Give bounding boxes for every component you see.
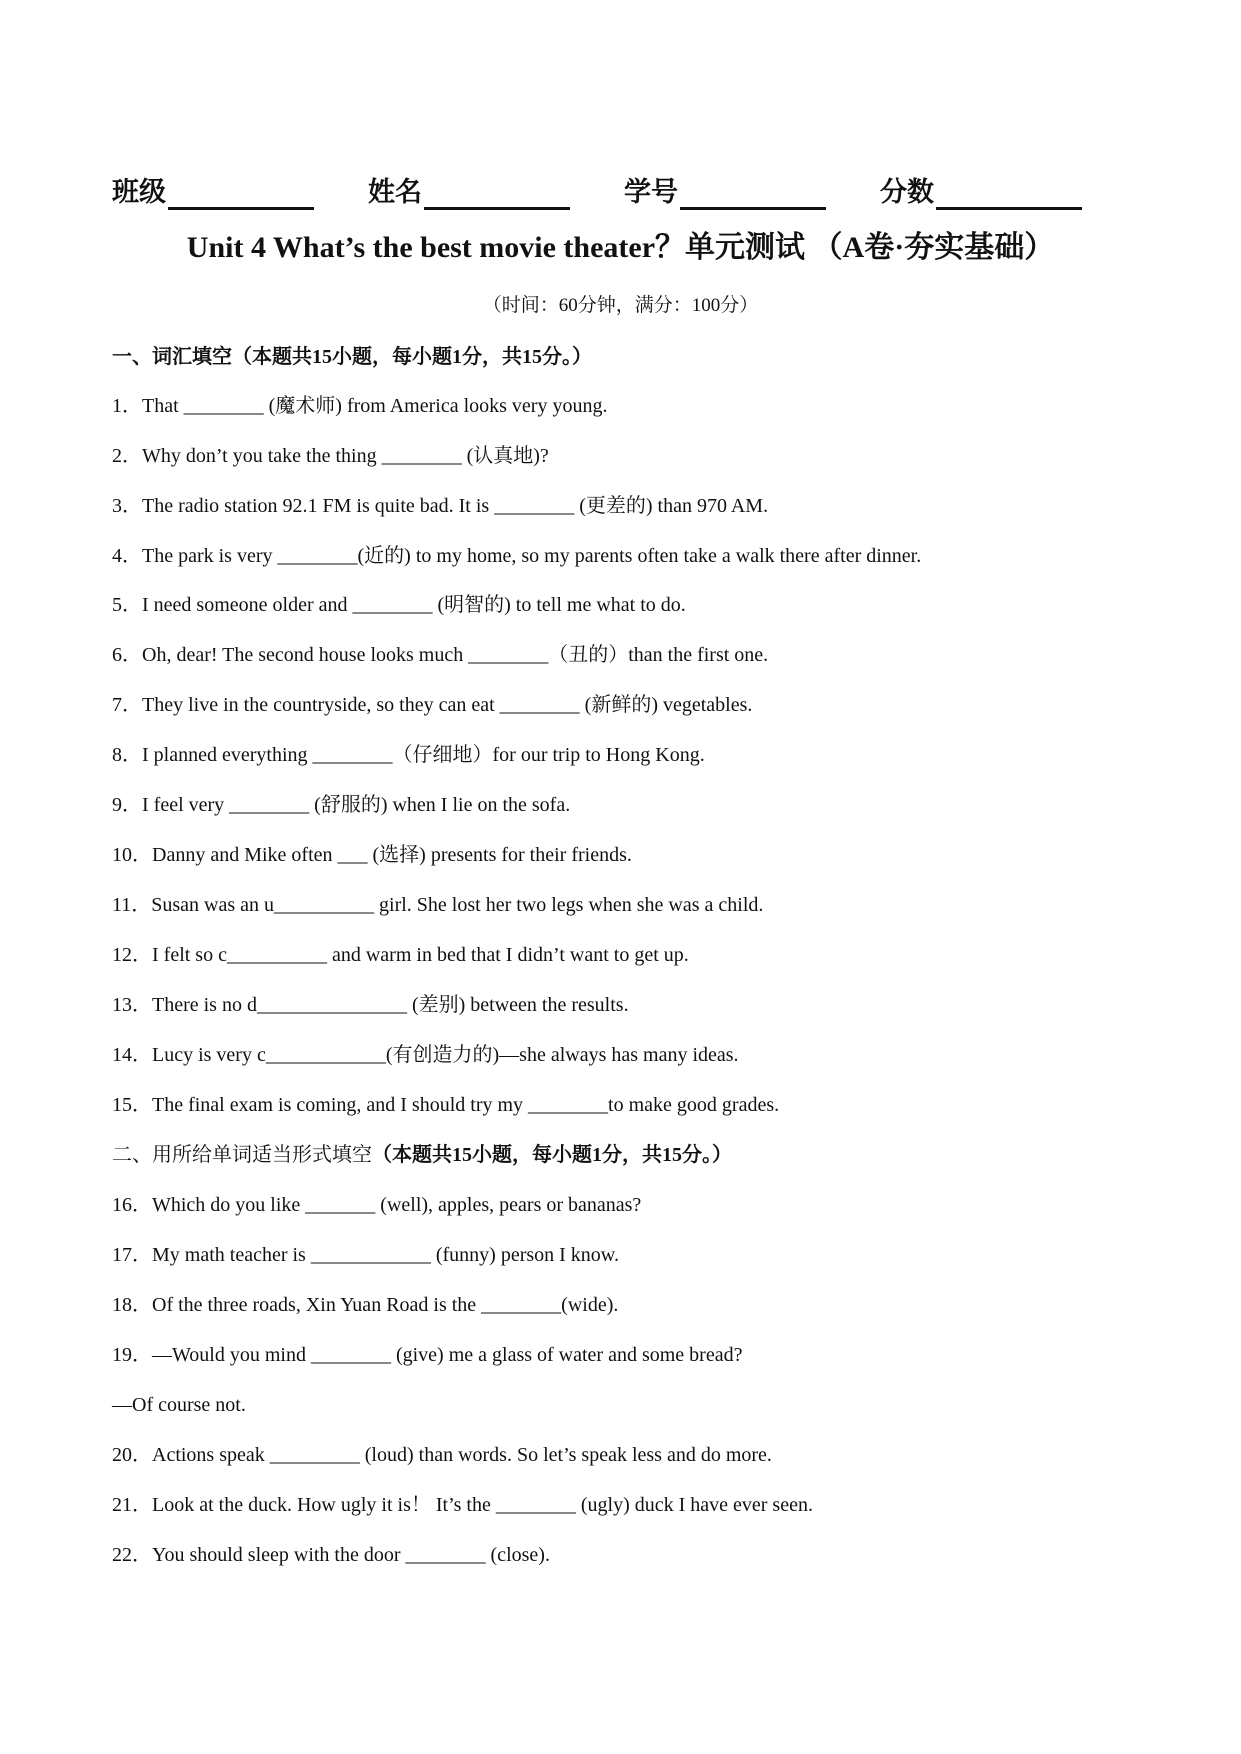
question-12: 12．I felt so c__________ and warm in bed that I didn’t want to get up. — [112, 944, 689, 966]
name-label: 姓名 — [368, 177, 422, 208]
question-8: 8．I planned everything ________（仔细地）for our trip to Hong Kong. — [112, 744, 705, 766]
student-id-blank[interactable] — [680, 177, 826, 210]
section-2-heading-scoring: （本题共15小题，每小题1分，共15分。） — [372, 1144, 732, 1166]
question-2: 2．Why don’t you take the thing ________ (认真地)? — [112, 445, 549, 467]
score-blank[interactable] — [936, 177, 1082, 210]
question-4: 4．The park is very ________(近的) to my home, so my parents often take a walk there after dinner. — [112, 545, 922, 567]
student-id-field — [624, 176, 826, 210]
question-11: 11．Susan was an u__________ girl. She lost her two legs when she was a child. — [112, 894, 764, 916]
question-7: 7．They live in the countryside, so they can eat ________ (新鲜的) vegetables. — [112, 694, 753, 716]
question-3: 3．The radio station 92.1 FM is quite bad. It is ________ (更差的) than 970 AM. — [112, 495, 769, 517]
name-field — [368, 176, 570, 210]
question-19-reply: —Of course not. — [112, 1394, 246, 1416]
question-14: 14．Lucy is very c____________(有创造力的)—she always has many ideas. — [112, 1044, 739, 1066]
student-id-label: 学号 — [624, 177, 678, 208]
question-20: 20．Actions speak _________ (loud) than words. So let’s speak less and do more. — [112, 1444, 772, 1466]
question-1: 1．That ________ (魔术师) from America looks very young. — [112, 395, 608, 417]
question-22: 22．You should sleep with the door ________ (close). — [112, 1544, 550, 1566]
class-field — [112, 176, 314, 210]
section-1-heading: 一、词汇填空（本题共15小题，每小题1分，共15分。） — [112, 346, 592, 368]
question-18: 18．Of the three roads, Xin Yuan Road is the ________(wide). — [112, 1294, 619, 1316]
question-17: 17．My math teacher is ____________ (funny) person I know. — [112, 1244, 619, 1266]
name-blank[interactable] — [424, 177, 570, 210]
question-9: 9．I feel very ________ (舒服的) when I lie on the sofa. — [112, 794, 571, 816]
score-label: 分数 — [880, 177, 934, 208]
question-15: 15．The final exam is coming, and I should try my ________to make good grades. — [112, 1094, 780, 1116]
question-13: 13．There is no d_______________ (差别) between the results. — [112, 994, 629, 1016]
class-blank[interactable] — [168, 177, 314, 210]
student-info-row — [112, 160, 1082, 210]
question-5: 5．I need someone older and ________ (明智的) to tell me what to do. — [112, 594, 686, 616]
question-10: 10．Danny and Mike often ___ (选择) presents for their friends. — [112, 844, 632, 866]
section-2-heading-main: 二、用所给单词适当形式填空 — [112, 1144, 372, 1166]
page-title: Unit 4 What’s the best movie theater？单元测试 （A卷·夯实基础） — [186, 231, 1055, 264]
question-21: 21．Look at the duck. How ugly it is！ It’s the ________ (ugly) duck I have ever seen. — [112, 1494, 813, 1516]
question-19: 19．—Would you mind ________ (give) me a glass of water and some bread? — [112, 1344, 743, 1366]
section-2-heading — [112, 1140, 732, 1170]
score-field — [880, 176, 1082, 210]
question-6: 6．Oh, dear! The second house looks much ________（丑的）than the first one. — [112, 644, 769, 666]
exam-time-info: （时间：60分钟，满分：100分） — [482, 295, 759, 316]
class-label: 班级 — [112, 177, 166, 208]
question-16: 16．Which do you like _______ (well), apples, pears or bananas? — [112, 1194, 642, 1216]
